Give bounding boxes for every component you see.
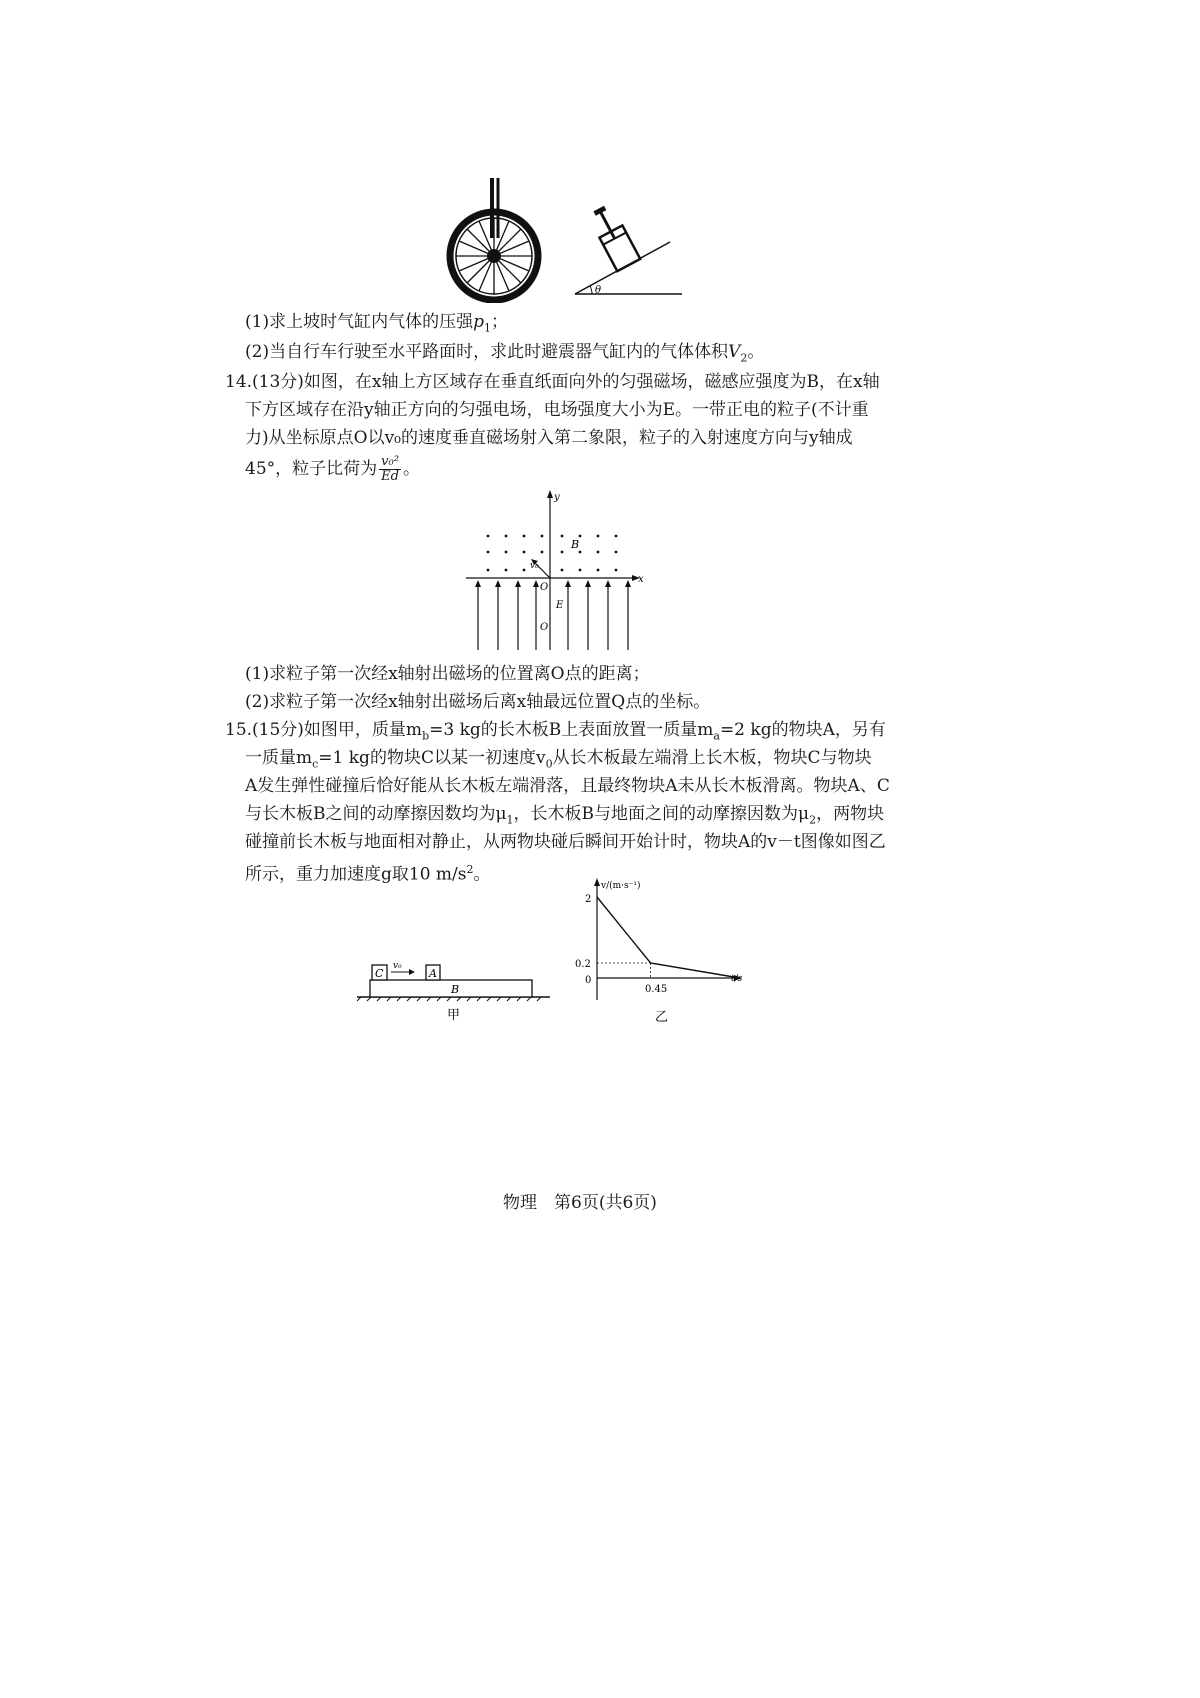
q15-line2 — [245, 746, 872, 776]
q15-line6 — [245, 858, 491, 887]
q15-line1-a: 15.(15分)如图甲，质量m — [225, 720, 423, 740]
q13-sub2-subscript: 2 — [740, 351, 748, 365]
tick-label-0-45: 0.45 — [645, 984, 668, 995]
q14-sub2: (2)求粒子第一次经x轴射出磁场后离x轴最远位置Q点的坐标。 — [245, 692, 711, 712]
q14-line2: 下方区域存在沿y轴正方向的匀强电场，电场强度大小为E。一带正电的粒子(不计重 — [245, 400, 869, 420]
b-field-label: B — [571, 538, 580, 551]
q15-line6-end: 。 — [473, 864, 491, 885]
q15-line4-b: ，长木板B与地面之间的动摩擦因数为μ — [513, 804, 810, 824]
q15-line6-a: 所示，重力加速度g取10 m/s — [245, 864, 467, 885]
ratio-denominator: Ed — [381, 469, 399, 484]
v0-arrow-label: v₀ — [393, 961, 402, 971]
q15-line5: 碰撞前长木板与地面相对静止，从两物块碰后瞬间开始计时，物块A的v－t图像如图乙 — [245, 832, 886, 852]
q13-sub2-text: (2)当自行车行驶至水平路面时，求此时避震器气缸内的气体体积 — [245, 342, 729, 362]
theta-label: θ — [595, 285, 602, 296]
q15-line4-sub: 1 — [506, 813, 514, 827]
incline-cylinder-figure — [570, 198, 685, 300]
y-axis-label: y — [554, 492, 560, 503]
q15-line6-sup: 2 — [466, 863, 474, 876]
q15-line4-a: 与长木板B之间的动摩擦因数均为μ — [245, 804, 507, 824]
q15-line4-c: ，两物块 — [816, 804, 885, 824]
board-blocks-figure — [355, 955, 555, 1025]
e-field-label: E — [556, 600, 564, 611]
ratio-numerator: v₀² — [379, 455, 401, 470]
q15-line1 — [225, 718, 886, 748]
q13-sub1-end: ； — [490, 312, 508, 332]
q15-line3: A发生弹性碰撞后恰好能从长木板左端滑落，且最终物块A未从长木板滑离。物块A、C — [245, 776, 890, 796]
q15-line2-sub2: 0 — [545, 757, 553, 771]
board-b-label: B — [451, 983, 460, 996]
q13-sub1-subscript: 1 — [483, 321, 491, 335]
q13-sub2-var: V — [728, 342, 741, 362]
q15-line2-sub: c — [312, 757, 319, 771]
figure-jia-caption: 甲 — [447, 1008, 461, 1023]
tick-label-2: 2 — [585, 894, 592, 905]
tick-label-0: 0 — [585, 975, 592, 986]
q13-sub1-text: (1)求上坡时气缸内气体的压强 — [245, 312, 474, 332]
magnetic-field-figure — [458, 490, 658, 655]
q13-sub2-end: 。 — [747, 342, 765, 362]
figure-yi-caption: 乙 — [655, 1010, 669, 1025]
q14-line4 — [245, 452, 420, 486]
q15-line1-b: =3 kg的长木板B上表面放置一质量m — [429, 720, 714, 740]
q15-line4 — [245, 802, 884, 832]
q15-line4-sub2: 2 — [809, 813, 817, 827]
q15-line2-b: =1 kg的物块C以某一初速度v — [318, 748, 546, 768]
x-axis-label: x — [638, 574, 644, 585]
charge-mass-ratio — [379, 455, 401, 484]
q13-sub2 — [245, 340, 764, 370]
chart-ylabel: v/(m·s⁻¹) — [601, 881, 641, 891]
page-footer: 物理 第6页(共6页) — [503, 1193, 657, 1213]
q13-sub1-var: p — [473, 312, 484, 332]
q15-line2-c: 从长木板最左端滑上长木板，物块C与物块 — [552, 748, 872, 768]
q15-line1-sub2: a — [713, 729, 720, 743]
tick-label-0-2: 0.2 — [575, 959, 591, 970]
series-line — [597, 897, 740, 978]
q15-line2-a: 一质量m — [245, 748, 313, 768]
vt-chart — [575, 875, 770, 1035]
v0-label: v₀ — [530, 561, 539, 571]
q14-line4-end: 。 — [402, 459, 420, 479]
origin-label: O — [540, 582, 549, 593]
block-a-label: A — [429, 967, 437, 980]
lower-o-label: O — [540, 622, 549, 633]
bicycle-wheel-figure — [440, 178, 550, 303]
q15-line1-sub: b — [422, 729, 430, 743]
q14-line3: 力)从坐标原点O以v₀的速度垂直磁场射入第二象限，粒子的入射速度方向与y轴成 — [245, 428, 853, 448]
q14-line4-text: 45°，粒子比荷为 — [245, 459, 378, 479]
field-dots — [487, 535, 618, 572]
q15-line1-c: =2 kg的物块A，另有 — [719, 720, 886, 740]
q13-sub1 — [245, 310, 508, 340]
q14-sub1: (1)求粒子第一次经x轴射出磁场的位置离O点的距离； — [245, 664, 650, 684]
e-field-lines — [478, 584, 628, 650]
chart-xlabel: t/s — [731, 974, 743, 984]
block-c-label: C — [375, 967, 384, 980]
q14-line1: 14.(13分)如图，在x轴上方区域存在垂直纸面向外的匀强磁场，磁感应强度为B，在x轴 — [225, 372, 880, 392]
